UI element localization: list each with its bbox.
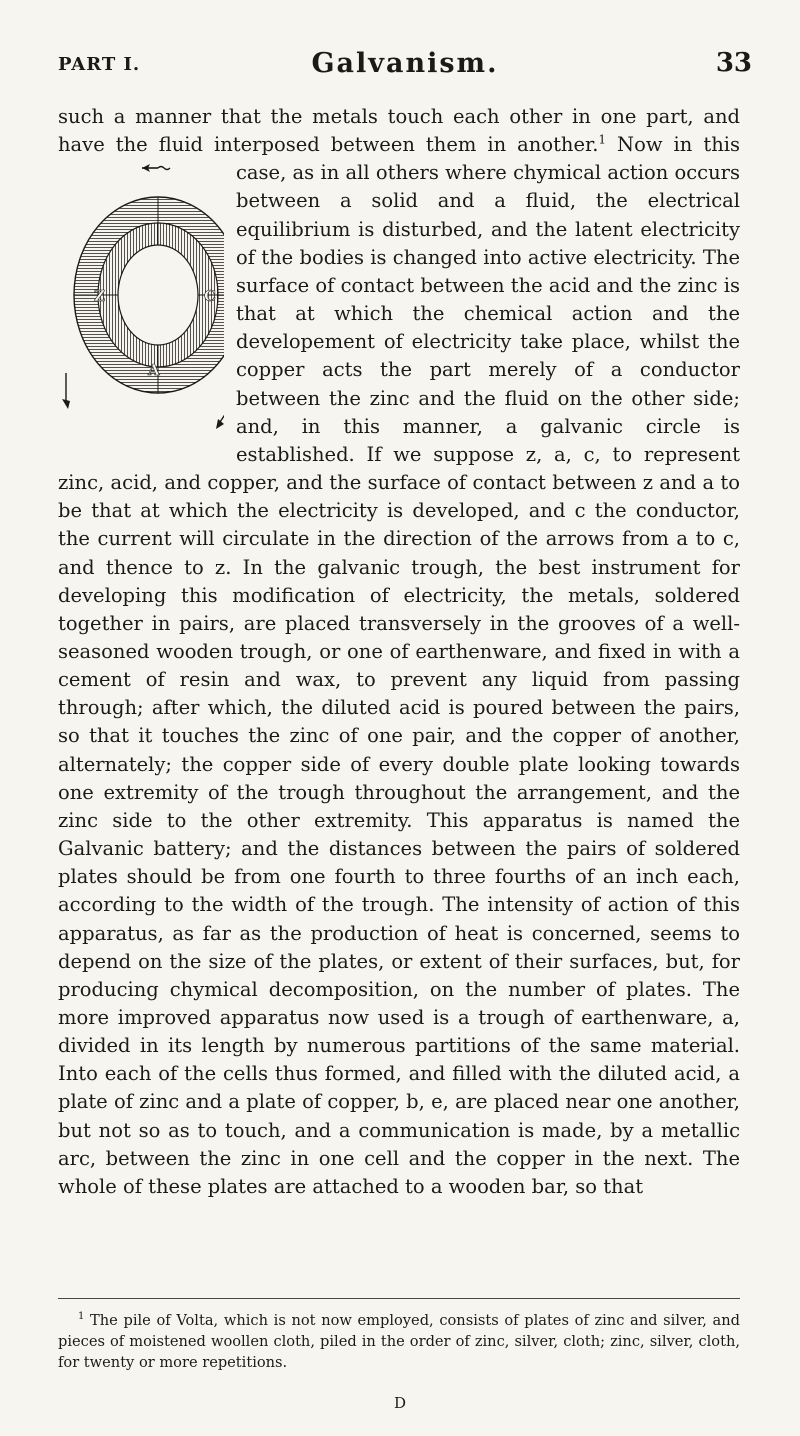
chapter-title: Galvanism. [311,48,499,79]
body-text [58,103,740,1201]
running-head [58,42,752,82]
main-paragraph [58,103,740,1201]
footnote-text: The pile of Volta, which is not now employed, consists of plates of zinc and silver, and pieces of moistened woollen cloth, piled in the order of zinc, silver, cloth; zinc, silver, cloth, for twenty or more repetitions. [58,1312,740,1371]
footnote-reference: 1 [598,132,607,147]
text-before-figure: such a manner that the metals touch each other in one part, and have the fluid interposed between them in another. [58,105,740,157]
part-label: PART I. [58,54,141,75]
label-a: A [148,361,160,380]
top-arrow-icon [142,164,170,172]
label-z: Z [94,287,105,306]
footnote-mark: 1 [78,1311,85,1323]
text-after-reference: Now in this case, as in all others where chymical action occurs between a solid and a fluid, the electrical equilibrium is disturbed, and the latent electricity of the bodies is changed into active electricity. The surface of contact between the acid and the zinc is that at which the chemical action and the developement of electricity take place, whilst the copper acts the part merely of a conductor between the zinc and the fluid on the other side; and, in this manner, a galvanic circle is established. If we suppose z, a, c, to represent zinc, acid, and copper, and the surface of contact between z and a to be that at which the electricity is developed, and c the conductor, the current will circulate in the direction of the arrows from a to c, and thence to z. In the galvanic trough, the best instrument for developing this modification of electricity, the metals, soldered together in pairs, are placed transversely in the grooves of a well-seasoned wooden trough, or one of earthenware, and fixed in with a cement of resin and wax, to prevent any liquid from passing through; after which, the diluted acid is poured between the pairs, so that it touches the zinc of one pair, and the copper of another, alternately; the copper side of every double plate looking towards one extremity of the trough throughout the arrangement, and the zinc side to the other extremity. This apparatus is named the Galvanic battery; and the distances between the pairs of soldered plates should be from one fourth to three fourths of an inch each, according to the width of the trough. The intensity of action of this apparatus, as far as the production of heat is concerned, seems to depend on the size of the plates, or extent of their surfaces, but, for producing chymical decomposition, on the number of plates. The more improved apparatus now used is a trough of earthenware, a, divided in its length by numerous partitions of the same material. Into each of the cells thus formed, and filled with the diluted acid, a plate of zinc and a plate of copper, b, e, are placed near one another, but not so as to touch, and a communication is made, by a metallic arc, between the zinc in one cell and the copper in the next. The whole of these plates are attached to a wooden bar, so that [58,133,740,1198]
footnote-divider [58,1298,740,1299]
bottom-right-arrow-icon [216,401,224,429]
footnote [58,1310,740,1373]
galvanic-circle-figure [58,163,224,455]
galvanic-circle-diagram [58,163,224,455]
label-c: C [204,287,216,306]
left-arrow-icon [62,373,70,409]
page-number: 33 [715,48,752,78]
signature-mark: D [393,1394,407,1412]
